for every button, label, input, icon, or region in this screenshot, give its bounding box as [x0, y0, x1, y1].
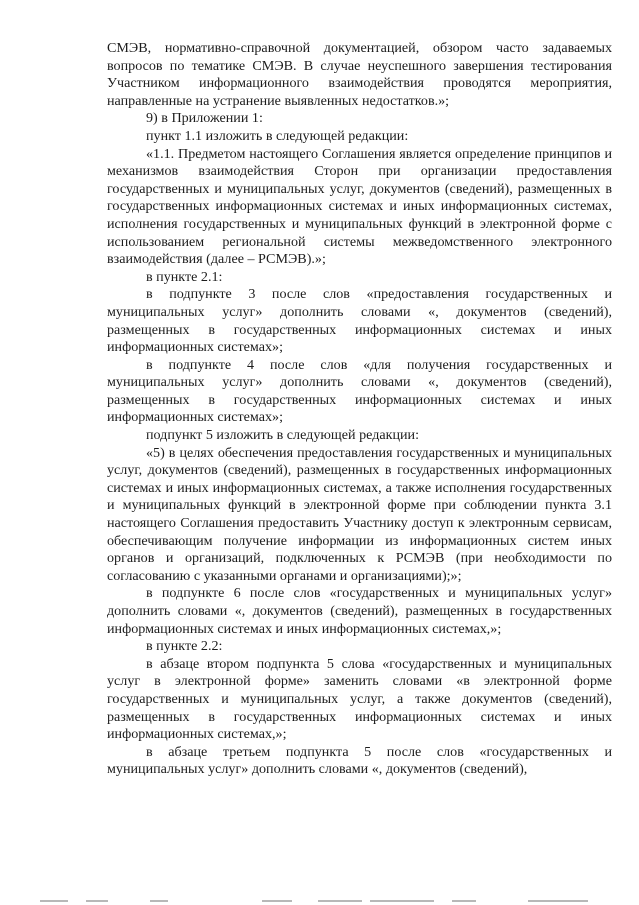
paragraph-2: 9) в Приложении 1: — [146, 110, 263, 127]
paragraph-5: в пункте 2.1: — [146, 268, 223, 285]
paragraph-6: в подпункте 3 после слов «предоставления государственных и муниципальных услуг» дополнить словами «, документов (сведений), размещенных в государственных информационных системах и иных информационных системах»; — [107, 286, 612, 356]
scan-bottom-edge — [0, 896, 639, 905]
paragraph-13: в абзаце третьем подпункта 5 после слов «государственных и муниципальных услуг» дополнить словами «, документов (сведений), — [107, 743, 612, 778]
paragraph-1: СМЭВ, нормативно-справочной документацией, обзором часто задаваемых вопросов по тематике СМЭВ. В случае неуспешного завершения тестирования Участником информационного взаимодействия проводятся мероприятия, направленные на устранение выявленных недостатков.»; — [107, 40, 612, 109]
paragraph-4: «1.1. Предметом настоящего Соглашения является определение принципов и механизмов взаимодействия Сторон при организации предоставления государственных и муниципальных услуг, документов (сведений), размещенных в государственных информационных системах и иных информационных системах, исполнения государственных и муниципальных функций в электронной форме с использованием региональной системы межведомственного электронного взаимодействия (далее – РСМЭВ).»; — [107, 145, 612, 268]
paragraph-10: в подпункте 6 после слов «государственных и муниципальных услуг» дополнить словами «, документов (сведений), размещенных в государственных информационных системах и иных информационных системах,»; — [107, 585, 612, 637]
paragraph-3: пункт 1.1 изложить в следующей редакции: — [146, 127, 409, 144]
paragraph-11: в пункте 2.2: — [146, 638, 223, 655]
paragraph-12: в абзаце втором подпункта 5 слова «государственных и муниципальных услуг в электронной форме» заменить словами «в электронной форме государственных и муниципальных услуг, а также документов (сведений), размещенных в государственных информационных системах и иных информационных системах,»; — [107, 655, 612, 743]
document-body — [107, 40, 612, 779]
paragraph-8: подпункт 5 изложить в следующей редакции: — [146, 427, 420, 444]
paragraph-9: «5) в целях обеспечения предоставления государственных и муниципальных услуг, документов (сведений), размещенных в государственных информационных системах и иных информационных системах, а также исполнения государственных и муниципальных функций в электронной форме при соблюдении пункта 3.1 настоящего Соглашения предоставить Участнику доступ к электронным сервисам, обеспечивающим получение информации из информационных систем иных органов и организаций, подключенных к РСМЭВ (при необходимости по согласованию с указанными органами и организациями);»; — [107, 444, 612, 584]
paragraph-7: в подпункте 4 после слов «для получения государственных и муниципальных услуг» дополнить словами «, документов (сведений), размещенных в государственных информационных системах и иных информационных системах»; — [107, 356, 612, 426]
